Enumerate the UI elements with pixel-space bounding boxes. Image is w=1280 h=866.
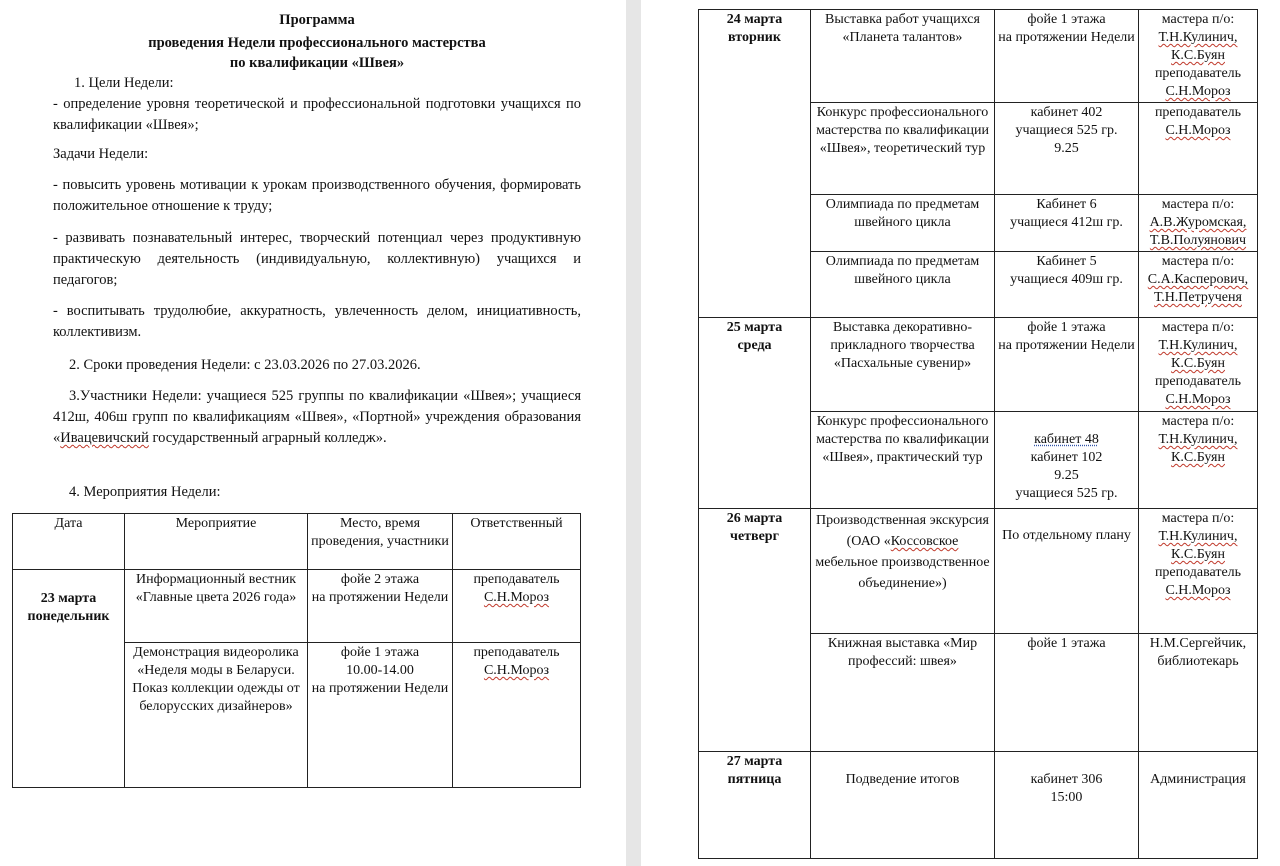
responsible-cell: мастера п/о: С.А.Касперович, Т.Н.Петрученя bbox=[1139, 252, 1258, 318]
place-cell: фойе 1 этажа bbox=[995, 634, 1139, 752]
date-cell: 24 марта вторник bbox=[699, 10, 811, 318]
header-event: Мероприятие bbox=[125, 514, 308, 570]
place-cell: фойе 2 этажа на протяжении Недели bbox=[308, 570, 453, 643]
goals-heading: 1. Цели Недели: bbox=[74, 75, 174, 91]
schedule-table-page-1 bbox=[12, 513, 581, 788]
event-cell: Конкурс профессионального мастерства по квалификации «Швея», теоретический тур bbox=[811, 103, 995, 195]
event-cell: Олимпиада по предметам швейного цикла bbox=[811, 195, 995, 252]
table-row bbox=[699, 10, 1258, 103]
place-cell: кабинет 306 15:00 bbox=[995, 752, 1139, 859]
responsible-cell: Администрация bbox=[1139, 752, 1258, 859]
event-cell: Книжная выставка «Мир профессий: швея» bbox=[811, 634, 995, 752]
responsible-cell: преподаватель С.Н.Мороз bbox=[453, 643, 581, 788]
place-cell: Кабинет 6 учащиеся 412ш гр. bbox=[995, 195, 1139, 252]
place-cell: фойе 1 этажа 10.00-14.00 на протяжении Недели bbox=[308, 643, 453, 788]
doc-title-line-2: проведения Недели профессионального мастерства bbox=[148, 35, 486, 51]
goal-item: - определение уровня теоретической и профессиональной подготовки учащихся по квалификации «Швея»; bbox=[53, 96, 581, 133]
responsible-cell: мастера п/о: Т.Н.Кулинич, К.С.Буян преподаватель С.Н.Мороз bbox=[1139, 509, 1258, 634]
place-cell: кабинет 48 кабинет 102 9.25 учащиеся 525 гр. bbox=[995, 412, 1139, 509]
table-row bbox=[13, 570, 581, 643]
header-responsible: Ответственный bbox=[453, 514, 581, 570]
event-cell: Демонстрация видеоролика «Неделя моды в Беларуси. Показ коллекции одежды от белорусских дизайнеров» bbox=[125, 643, 308, 788]
event-cell: Подведение итогов bbox=[811, 752, 995, 859]
table-row bbox=[699, 318, 1258, 412]
event-cell: Конкурс профессионального мастерства по квалификации «Швея», практический тур bbox=[811, 412, 995, 509]
date-cell: 23 марта понедельник bbox=[13, 570, 125, 788]
participants-paragraph: 3.Участники Недели: учащиеся 525 группы по квалификации «Швея»; учащиеся 412ш, 406ш групп по квалификациям «Швея», «Портной» учреждения образования «Ивацевичский государственный аграрный колледж». bbox=[53, 388, 581, 446]
place-cell: Кабинет 5 учащиеся 409ш гр. bbox=[995, 252, 1139, 318]
document-page-left bbox=[0, 0, 626, 866]
table-row bbox=[699, 752, 1258, 859]
event-cell: Выставка декоративно-прикладного творчества «Пасхальные сувенир» bbox=[811, 318, 995, 412]
tasks-heading: Задачи Недели: bbox=[53, 146, 149, 162]
place-cell: фойе 1 этажа на протяжении Недели bbox=[995, 318, 1139, 412]
place-cell: кабинет 402 учащиеся 525 гр. 9.25 bbox=[995, 103, 1139, 195]
event-cell: Олимпиада по предметам швейного цикла bbox=[811, 252, 995, 318]
responsible-cell: мастера п/о: Т.Н.Кулинич, К.С.Буян bbox=[1139, 412, 1258, 509]
task-item: - развивать познавательный интерес, творческий потенциал через продуктивную практическую деятельность (индивидуальную, коллективную) учащихся и педагогов; bbox=[53, 230, 581, 288]
event-cell: Информационный вестник «Главные цвета 2026 года» bbox=[125, 570, 308, 643]
responsible-cell: Н.М.Сергейчик, библиотекарь bbox=[1139, 634, 1258, 752]
place-cell: По отдельному плану bbox=[995, 509, 1139, 634]
header-place: Место, время проведения, участники bbox=[308, 514, 453, 570]
responsible-cell: преподаватель С.Н.Мороз bbox=[453, 570, 581, 643]
schedule-table-page-2 bbox=[698, 9, 1258, 859]
event-cell: Выставка работ учащихся «Планета талантов» bbox=[811, 10, 995, 103]
table-row bbox=[699, 509, 1258, 634]
doc-title-line-3: по квалификации «Швея» bbox=[229, 55, 405, 71]
date-cell: 27 марта пятница bbox=[699, 752, 811, 859]
place-cell: фойе 1 этажа на протяжении Недели bbox=[995, 10, 1139, 103]
table-header-row bbox=[13, 514, 581, 570]
date-cell: 26 марта четверг bbox=[699, 509, 811, 752]
responsible-cell: мастера п/о: А.В.Журомская, Т.В.Полуянович bbox=[1139, 195, 1258, 252]
responsible-cell: мастера п/о: Т.Н.Кулинич, К.С.Буян преподаватель С.Н.Мороз bbox=[1139, 10, 1258, 103]
responsible-cell: преподаватель С.Н.Мороз bbox=[1139, 103, 1258, 195]
dates-line: 2. Сроки проведения Недели: с 23.03.2026 по 27.03.2026. bbox=[69, 357, 421, 373]
date-cell: 25 марта среда bbox=[699, 318, 811, 509]
college-name: Ивацевичский bbox=[60, 430, 149, 446]
task-item: - повысить уровень мотивации к урокам производственного обучения, формировать положительное отношение к труду; bbox=[53, 177, 581, 214]
event-cell: Производственная экскурсия (ОАО «Коссовское мебельное производственное объединение») bbox=[811, 509, 995, 634]
responsible-cell: мастера п/о: Т.Н.Кулинич, К.С.Буян преподаватель С.Н.Мороз bbox=[1139, 318, 1258, 412]
doc-title: Программа bbox=[279, 12, 355, 28]
header-date: Дата bbox=[13, 514, 125, 570]
task-item: - воспитывать трудолюбие, аккуратность, увлеченность делом, инициативность, коллективизм. bbox=[53, 303, 581, 340]
document-page-right bbox=[641, 0, 1280, 866]
events-heading: 4. Мероприятия Недели: bbox=[69, 484, 221, 500]
